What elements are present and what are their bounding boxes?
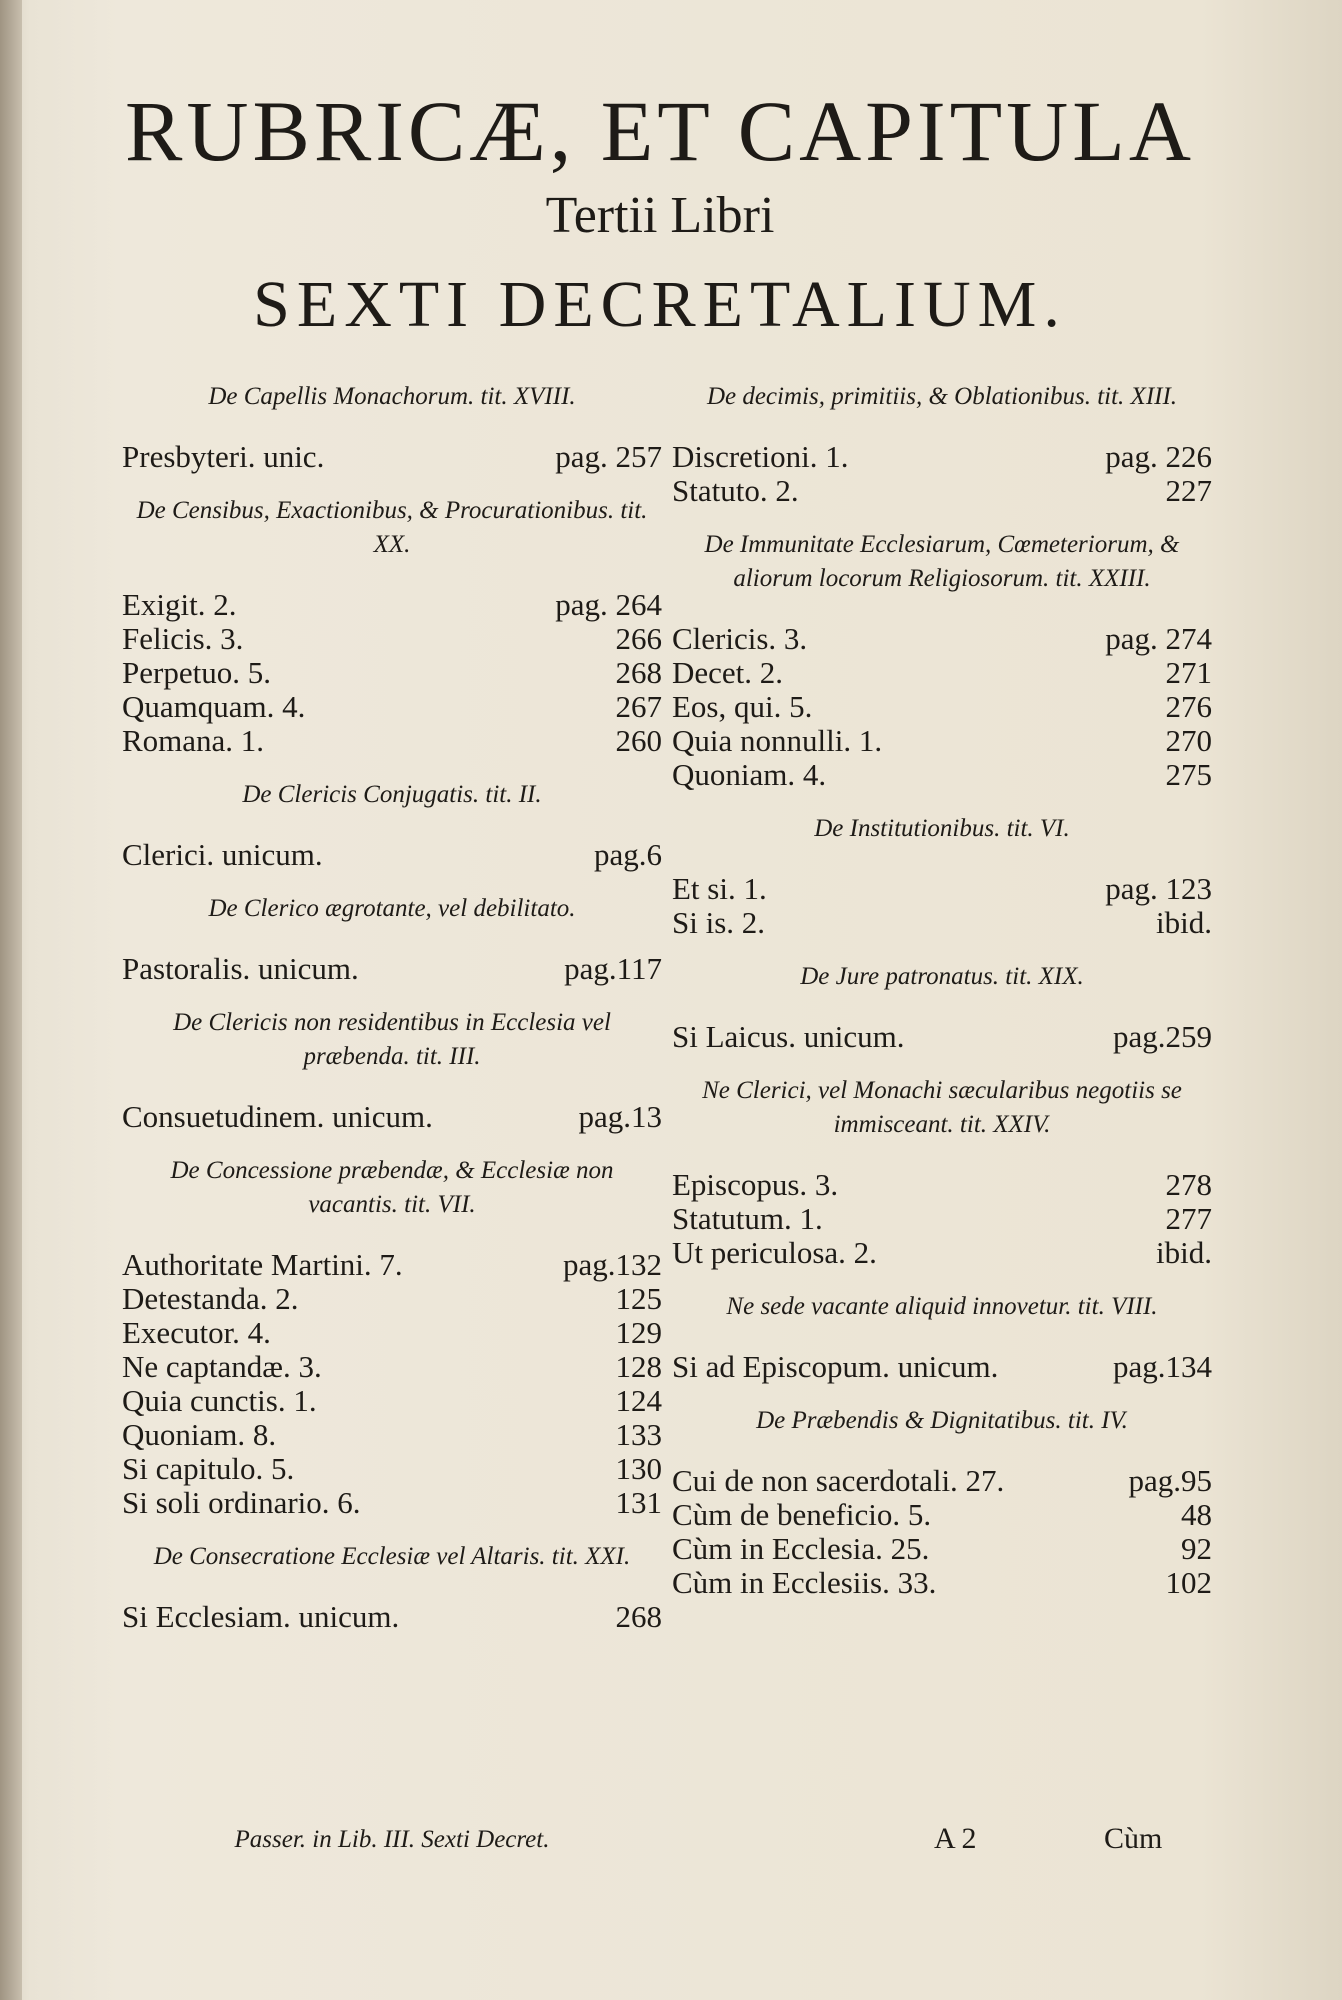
index-entry [122, 1452, 662, 1486]
entry-name: Si Ecclesiam. unicum. [122, 1599, 400, 1634]
entry-name: Clerici. unicum. [122, 837, 323, 872]
index-entry [122, 1100, 662, 1134]
book-title: SEXTI DECRETALIUM. [253, 268, 1067, 341]
entry-name: Si Laicus. unicum. [672, 1019, 905, 1054]
entry-name: Pastoralis. unicum. [122, 951, 359, 986]
index-entry [672, 1498, 1212, 1532]
entry-name: Cui de non sacerdotali. 27. [672, 1463, 1005, 1498]
entry-name: Ut periculosa. 2. [672, 1235, 877, 1270]
entry-name: Cùm in Ecclesia. 25. [672, 1531, 930, 1566]
section-heading: De Concessione præbendæ, & Ecclesiæ non vacantis. tit. VII. [170, 1157, 614, 1218]
entry-page: 129 [615, 1315, 662, 1350]
index-entry [672, 1566, 1212, 1600]
section-heading: De Jure patronatus. tit. XIX. [800, 963, 1084, 990]
entry-page: 130 [615, 1451, 662, 1486]
section-heading: Ne sede vacante aliquid innovetur. tit. VIII. [726, 1293, 1158, 1320]
entry-page: ibid. [1156, 905, 1212, 940]
entry-name: Authoritate Martini. 7. [122, 1247, 403, 1282]
entry-name: Executor. 4. [122, 1315, 271, 1350]
entry-page: 48 [1181, 1497, 1212, 1532]
entry-name: Consuetudinem. unicum. [122, 1099, 433, 1134]
entry-name: Cùm in Ecclesiis. 33. [672, 1565, 937, 1600]
index-entry [122, 1248, 662, 1282]
entry-page: pag.259 [1112, 1019, 1212, 1054]
entry-name: Episcopus. 3. [672, 1167, 839, 1202]
entry-name: Quoniam. 8. [122, 1417, 277, 1452]
entry-name: Exigit. 2. [122, 587, 237, 622]
section-heading: De Immunitate Ecclesiarum, Cœmeteriorum, & aliorum locorum Religiosorum. tit. XXIII. [704, 531, 1180, 592]
entry-page: 102 [1165, 1565, 1212, 1600]
index-entry [672, 906, 1212, 940]
section-heading: De Capellis Monachorum. tit. XVIII. [208, 383, 576, 410]
index-entry [122, 440, 662, 474]
index-entry [672, 440, 1212, 474]
entry-name: Felicis. 3. [122, 621, 244, 656]
entry-page: 227 [1165, 473, 1212, 508]
entry-page: 92 [1181, 1531, 1212, 1566]
entry-page: pag. 123 [1105, 871, 1212, 906]
section-heading: Ne Clerici, vel Monachi sæcularibus negotiis se immisceant. tit. XXIV. [702, 1077, 1182, 1138]
index-entry [672, 656, 1212, 690]
entry-name: Quoniam. 4. [672, 757, 827, 792]
section-heading: De Clericis Conjugatis. tit. II. [242, 781, 542, 808]
section-heading: De Institutionibus. tit. VI. [814, 815, 1070, 842]
entry-name: Statuto. 2. [672, 473, 799, 508]
entry-name: Si soli ordinario. 6. [122, 1485, 361, 1520]
entry-page: pag.6 [593, 837, 662, 872]
index-entry [672, 474, 1212, 508]
entry-page: pag. 274 [1105, 621, 1212, 656]
entry-name: Si ad Episcopum. unicum. [672, 1349, 999, 1384]
entry-page: pag. 264 [555, 587, 662, 622]
entry-page: 275 [1165, 757, 1212, 792]
entry-page: pag.95 [1128, 1463, 1212, 1498]
section-heading: De Præbendis & Dignitatibus. tit. IV. [756, 1407, 1128, 1434]
index-entry [672, 622, 1212, 656]
entry-page: pag.134 [1112, 1349, 1212, 1384]
entry-name: Si is. 2. [672, 905, 766, 940]
entry-page: 277 [1165, 1201, 1212, 1236]
footer-catchword: Cùm [1104, 1822, 1163, 1855]
entry-name: Presbyteri. unic. [122, 439, 325, 474]
footer-signature: A 2 [934, 1822, 977, 1855]
footer-running-title: Passer. in Lib. III. Sexti Decret. [234, 1826, 550, 1853]
index-entry [672, 724, 1212, 758]
index-entry [672, 690, 1212, 724]
index-entry [672, 1168, 1212, 1202]
entry-page: 266 [615, 621, 662, 656]
index-entry [672, 1202, 1212, 1236]
entry-page: pag.13 [578, 1099, 662, 1134]
section-heading: De Clericis non residentibus in Ecclesia vel præbenda. tit. III. [173, 1009, 611, 1070]
entry-name: Quamquam. 4. [122, 689, 306, 724]
index-entry [672, 1350, 1212, 1384]
left-column [122, 360, 662, 1634]
index-entry [122, 838, 662, 872]
entry-page: 131 [615, 1485, 662, 1520]
index-entry [672, 872, 1212, 906]
section-heading: De decimis, primitiis, & Oblationibus. tit. XIII. [706, 383, 1178, 410]
entry-name: Quia nonnulli. 1. [672, 723, 883, 758]
entry-name: Et si. 1. [672, 871, 767, 906]
entry-page: 268 [615, 1599, 662, 1634]
entry-name: Detestanda. 2. [122, 1281, 299, 1316]
entry-page: 125 [615, 1281, 662, 1316]
entry-page: 268 [615, 655, 662, 690]
index-entry [122, 656, 662, 690]
entry-name: Romana. 1. [122, 723, 265, 758]
index-entry [122, 952, 662, 986]
entry-page: 270 [1165, 723, 1212, 758]
index-entry [672, 1236, 1212, 1270]
entry-page: 124 [615, 1383, 662, 1418]
entry-name: Statutum. 1. [672, 1201, 823, 1236]
entry-name: Clericis. 3. [672, 621, 808, 656]
index-entry [122, 1384, 662, 1418]
entry-name: Eos, qui. 5. [672, 689, 813, 724]
entry-name: Si capitulo. 5. [122, 1451, 295, 1486]
entry-page: 276 [1165, 689, 1212, 724]
entry-page: 133 [615, 1417, 662, 1452]
index-entry [122, 1486, 662, 1520]
entry-page: pag.132 [562, 1247, 662, 1282]
entry-page: 128 [615, 1349, 662, 1384]
entry-name: Decet. 2. [672, 655, 784, 690]
section-heading: De Clerico ægrotante, vel debilitato. [208, 895, 576, 922]
page-gutter [0, 0, 22, 2000]
entry-page: 260 [615, 723, 662, 758]
right-column [672, 360, 1212, 1600]
entry-name: Cùm de beneficio. 5. [672, 1497, 932, 1532]
page-subtitle: Tertii Libri [545, 187, 775, 244]
entry-page: pag. 226 [1105, 439, 1212, 474]
index-entry [122, 1350, 662, 1384]
index-entry [672, 1464, 1212, 1498]
index-entry [122, 588, 662, 622]
index-entry [122, 1600, 662, 1634]
page-title: RUBRICÆ, ET CAPITULA [125, 83, 1195, 179]
entry-page: 267 [615, 689, 662, 724]
entry-page: 271 [1165, 655, 1212, 690]
index-entry [122, 724, 662, 758]
entry-name: Ne captandæ. 3. [122, 1349, 322, 1384]
section-heading: De Censibus, Exactionibus, & Procurationibus. tit. XX. [136, 497, 648, 558]
entry-page: 278 [1165, 1167, 1212, 1202]
entry-page: pag.117 [564, 951, 662, 986]
index-entry [122, 1418, 662, 1452]
entry-page: pag. 257 [555, 439, 662, 474]
index-entry [672, 758, 1212, 792]
entry-page: ibid. [1156, 1235, 1212, 1270]
index-entry [672, 1532, 1212, 1566]
entry-name: Perpetuo. 5. [122, 655, 271, 690]
index-entry [122, 690, 662, 724]
section-heading: De Consecratione Ecclesiæ vel Altaris. tit. XXI. [153, 1543, 631, 1570]
entry-name: Quia cunctis. 1. [122, 1383, 317, 1418]
index-entry [122, 622, 662, 656]
index-entry [122, 1316, 662, 1350]
index-entry [672, 1020, 1212, 1054]
index-entry [122, 1282, 662, 1316]
entry-name: Discretioni. 1. [672, 439, 849, 474]
